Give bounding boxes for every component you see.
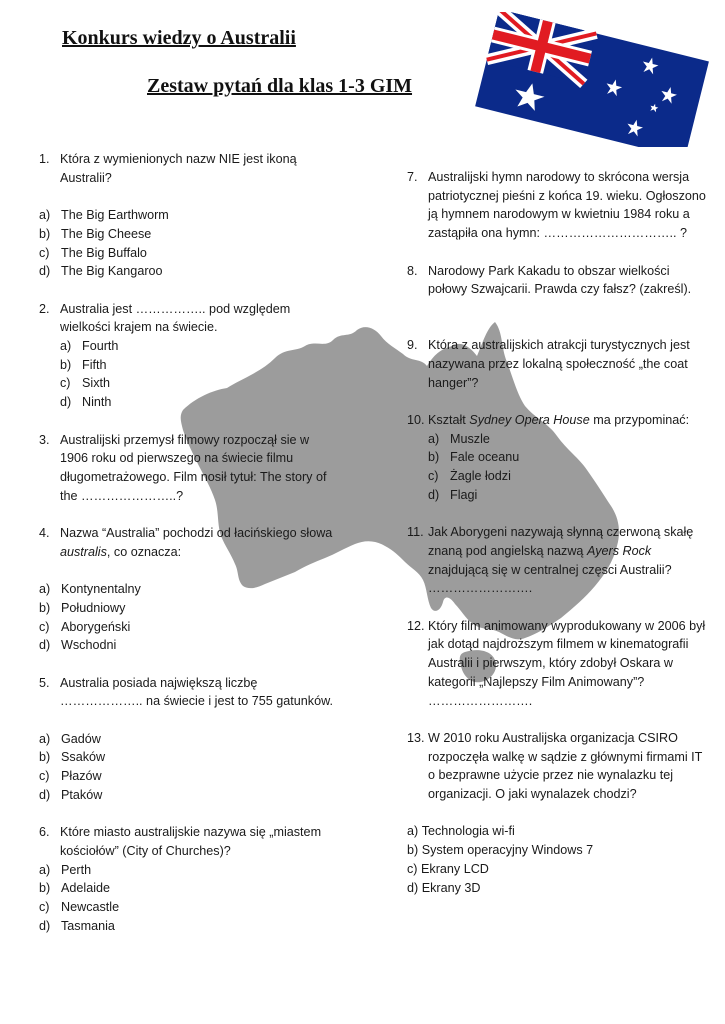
question-4-options (39, 580, 339, 655)
option-item: a) Fourth (60, 339, 119, 353)
option-item: d) Wschodni (39, 638, 117, 653)
option-item: d) Flagi (428, 487, 478, 502)
option-item: c) Sixth (60, 376, 110, 391)
option-item: a) Perth (39, 862, 92, 877)
question-8: 8. Narodowy Park Kakadu to obszar wielkości połowy Szwajcarii. Prawda czy fałsz? (zakreśl). (407, 263, 692, 297)
option-item: d) The Big Kangaroo (39, 264, 163, 279)
question-4: 4. Nazwa “Australia” pochodzi od łacińskiego słowa australis, co oznacza: (39, 526, 333, 559)
question-7: 7. Australijski hymn narodowy to skrócona wersja patriotycznej pieśni z końca 19. wieku. Ogłoszono ją hymnem narodowym w kwietniu 1984 roku a zastąpiła ona hymn: ………………………….. ? (407, 170, 706, 241)
option-item: a) Muszle (428, 431, 490, 446)
option-item: a) Gadów (39, 731, 101, 746)
option-item: d) Ptaków (39, 787, 103, 802)
option-item: c) Newcastle (39, 900, 120, 914)
option-item: b) Południowy (39, 600, 126, 615)
option-item: a) Technologia wi-fi (407, 824, 515, 839)
option-item: c) Ekrany LCD (407, 861, 489, 876)
question-2-options (39, 337, 339, 412)
option-item: b) Fale oceanu (428, 450, 520, 465)
question-13: 13. W 2010 roku Australijska organizacja CSIRO rozpoczęła walkę w sądzie z głównymi firmami IT o bezprawne użycie przez nie wynalazku tej organizacji. O jaki wynalazek chodzi? (407, 730, 703, 802)
option-item: c) The Big Buffalo (39, 245, 147, 260)
option-item: a) Kontynentalny (39, 582, 141, 597)
option-item: b) Adelaide (39, 881, 111, 896)
questions-right-column (407, 168, 707, 897)
option-item: d) Tasmania (39, 918, 115, 933)
question-10-options (407, 430, 707, 505)
questions-left-column (39, 150, 339, 935)
question-2: 2. Australia jest …………….. pod względem wielkości krajem na świecie. (39, 301, 291, 335)
question-11: 11. Jak Aborygeni nazywają słynną czerwoną skałę znaną pod angielską nazwą Ayers Rock znajdującą się w centralnej częsci Australii? ……………………. (407, 525, 694, 596)
australian-flag-image (475, 12, 711, 147)
page-subtitle: Zestaw pytań dla klas 1-3 GIM (147, 75, 413, 97)
option-item: b) Ssaków (39, 750, 106, 765)
option-item: c) Aborygeński (39, 619, 131, 634)
question-5-options (39, 730, 339, 805)
question-5: 5. Australia posiada największą liczbę ……………….. na świecie i jest to 755 gatunków. (39, 675, 333, 709)
question-1: 1. Która z wymienionych nazw NIE jest ikoną Australii? (39, 152, 297, 185)
question-12: 12. Który film animowany wyprodukowany w 2006 był jak dotąd najdroższym filmem w kinematografii Australii i pierwszym, który zdobył Oskara w kategorii „Najlepszy Film Animowany”? ……………………. (407, 618, 706, 708)
option-item: b) Fifth (60, 357, 107, 372)
option-item: b) The Big Cheese (39, 226, 152, 241)
question-6-options (39, 861, 339, 936)
question-6: 6. Które miasto australijskie nazywa się „miastem kościołów” (City of Churches)? (39, 825, 322, 858)
option-item: c) Żagle łodzi (428, 469, 511, 484)
question-13-options (407, 822, 707, 897)
question-10: 10. Kształt Sydney Opera House ma przypominać: (407, 413, 690, 428)
option-item: d) Ekrany 3D (407, 880, 481, 895)
option-item: b) System operacyjny Windows 7 (407, 843, 594, 858)
question-9: 9. Która z australijskich atrakcji turystycznych jest nazywana przez lokalną społeczność „the coat hanger”? (407, 338, 690, 390)
page-title: Konkurs wiedzy o Australii (62, 27, 296, 49)
question-1-options (39, 206, 339, 281)
option-item: d) Ninth (60, 395, 112, 410)
question-3: 3. Australijski przemysł filmowy rozpoczął sie w 1906 roku od pierwszego na świecie filmu długometrażowego. Film nosił tytuł: The story of the …………………..? (39, 432, 327, 503)
option-item: c) Płazów (39, 769, 102, 784)
option-item: a) The Big Earthworm (39, 208, 169, 223)
